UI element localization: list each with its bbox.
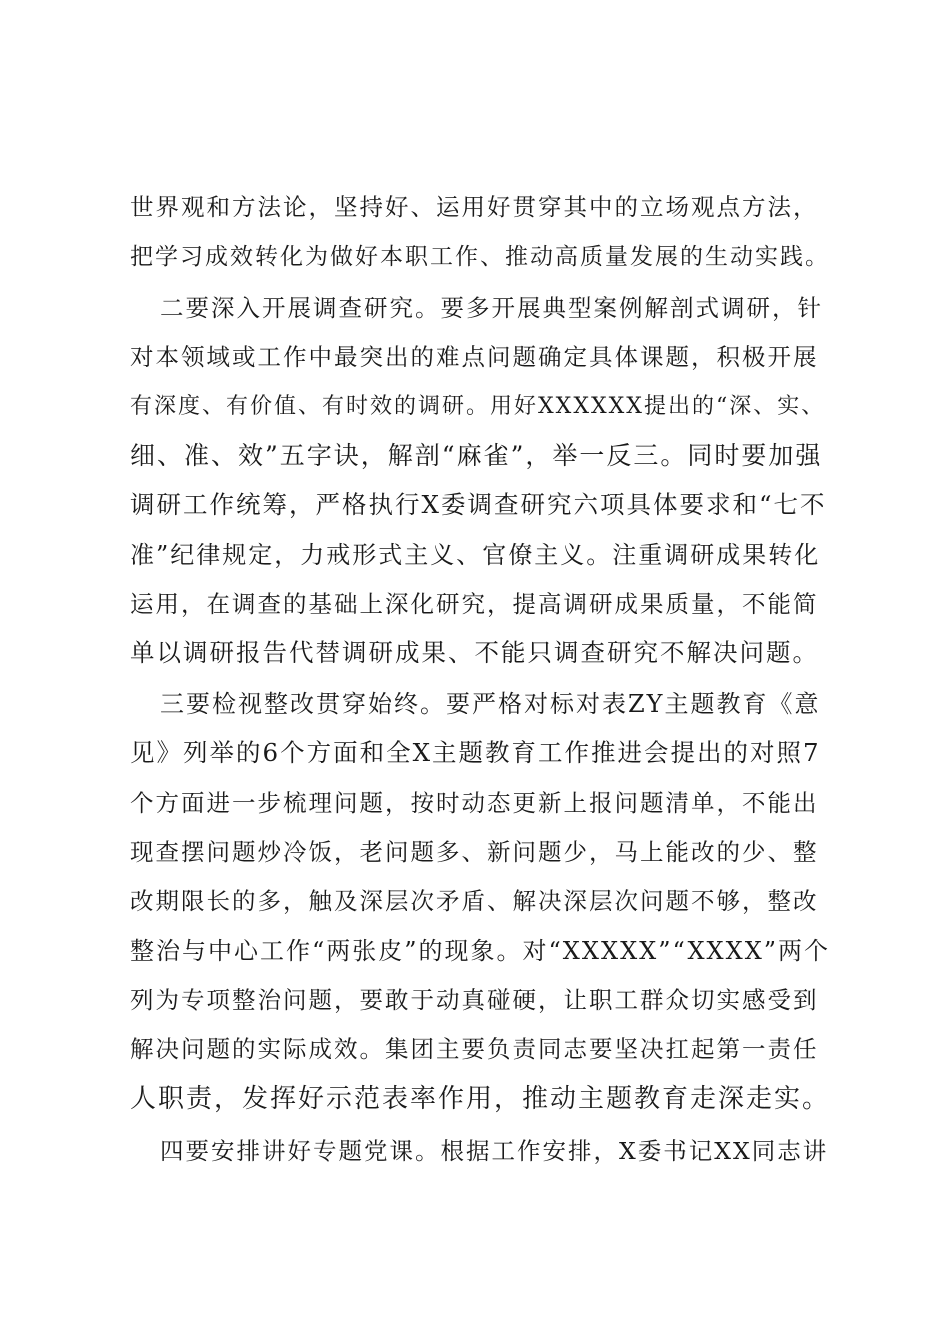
paragraph-start-line: 三要检视整改贯穿始终。要严格对标对表ZY主题教育《意	[160, 690, 821, 718]
text-line: 对本领域或工作中最突出的难点问题确定具体课题，积极开展	[130, 343, 819, 371]
text-line: 个方面进一步梳理问题，按时动态更新上报问题清单，不能出	[130, 789, 819, 817]
text-line: 单以调研报告代替调研成果、不能只调查研究不解决问题。	[130, 638, 819, 667]
text-line: 解决问题的实际成效。集团主要负责同志要坚决扛起第一责任	[130, 1035, 819, 1063]
text-line: 准”纪律规定，力戒形式主义、官僚主义。注重调研成果转化	[130, 541, 821, 569]
paragraph-start-line: 四要安排讲好专题党课。根据工作安排，X委书记XX同志讲	[160, 1137, 829, 1165]
text-line: 见》列举的6个方面和全X主题教育工作推进会提出的对照7	[130, 738, 821, 767]
paragraph-start-line: 二要深入开展调查研究。要多开展典型案例解剖式调研，针	[160, 294, 823, 322]
text-line: 世界观和方法论，坚持好、运用好贯穿其中的立场观点方法，	[130, 193, 819, 221]
text-line: 整治与中心工作“两张皮”的现象。对“XXXXX”“XXXX”两个	[130, 937, 831, 965]
text-line: 运用，在调查的基础上深化研究，提高调研成果质量，不能简	[130, 590, 819, 618]
text-line: 细、准、效”五字诀，解剖“麻雀”，举一反三。同时要加强	[130, 441, 823, 470]
text-line: 调研工作统筹，严格执行X委调查研究六项具体要求和“七不	[130, 490, 827, 519]
text-line: 列为专项整治问题，要敢于动真碰硬，让职工群众切实感受到	[130, 986, 819, 1014]
text-line: 人职责，发挥好示范表率作用，推动主题教育走深走实。	[130, 1084, 831, 1114]
text-line: 现查摆问题炒冷饭，老问题多、新问题少，马上能改的少、整	[130, 838, 819, 866]
text-line: 把学习成效转化为做好本职工作、推动高质量发展的生动实践。	[130, 244, 830, 270]
text-line: 有深度、有价值、有时效的调研。用好XXXXXX提出的“深、实、	[130, 394, 826, 419]
text-line: 改期限长的多，触及深层次矛盾、解决深层次问题不够，整改	[130, 887, 819, 915]
